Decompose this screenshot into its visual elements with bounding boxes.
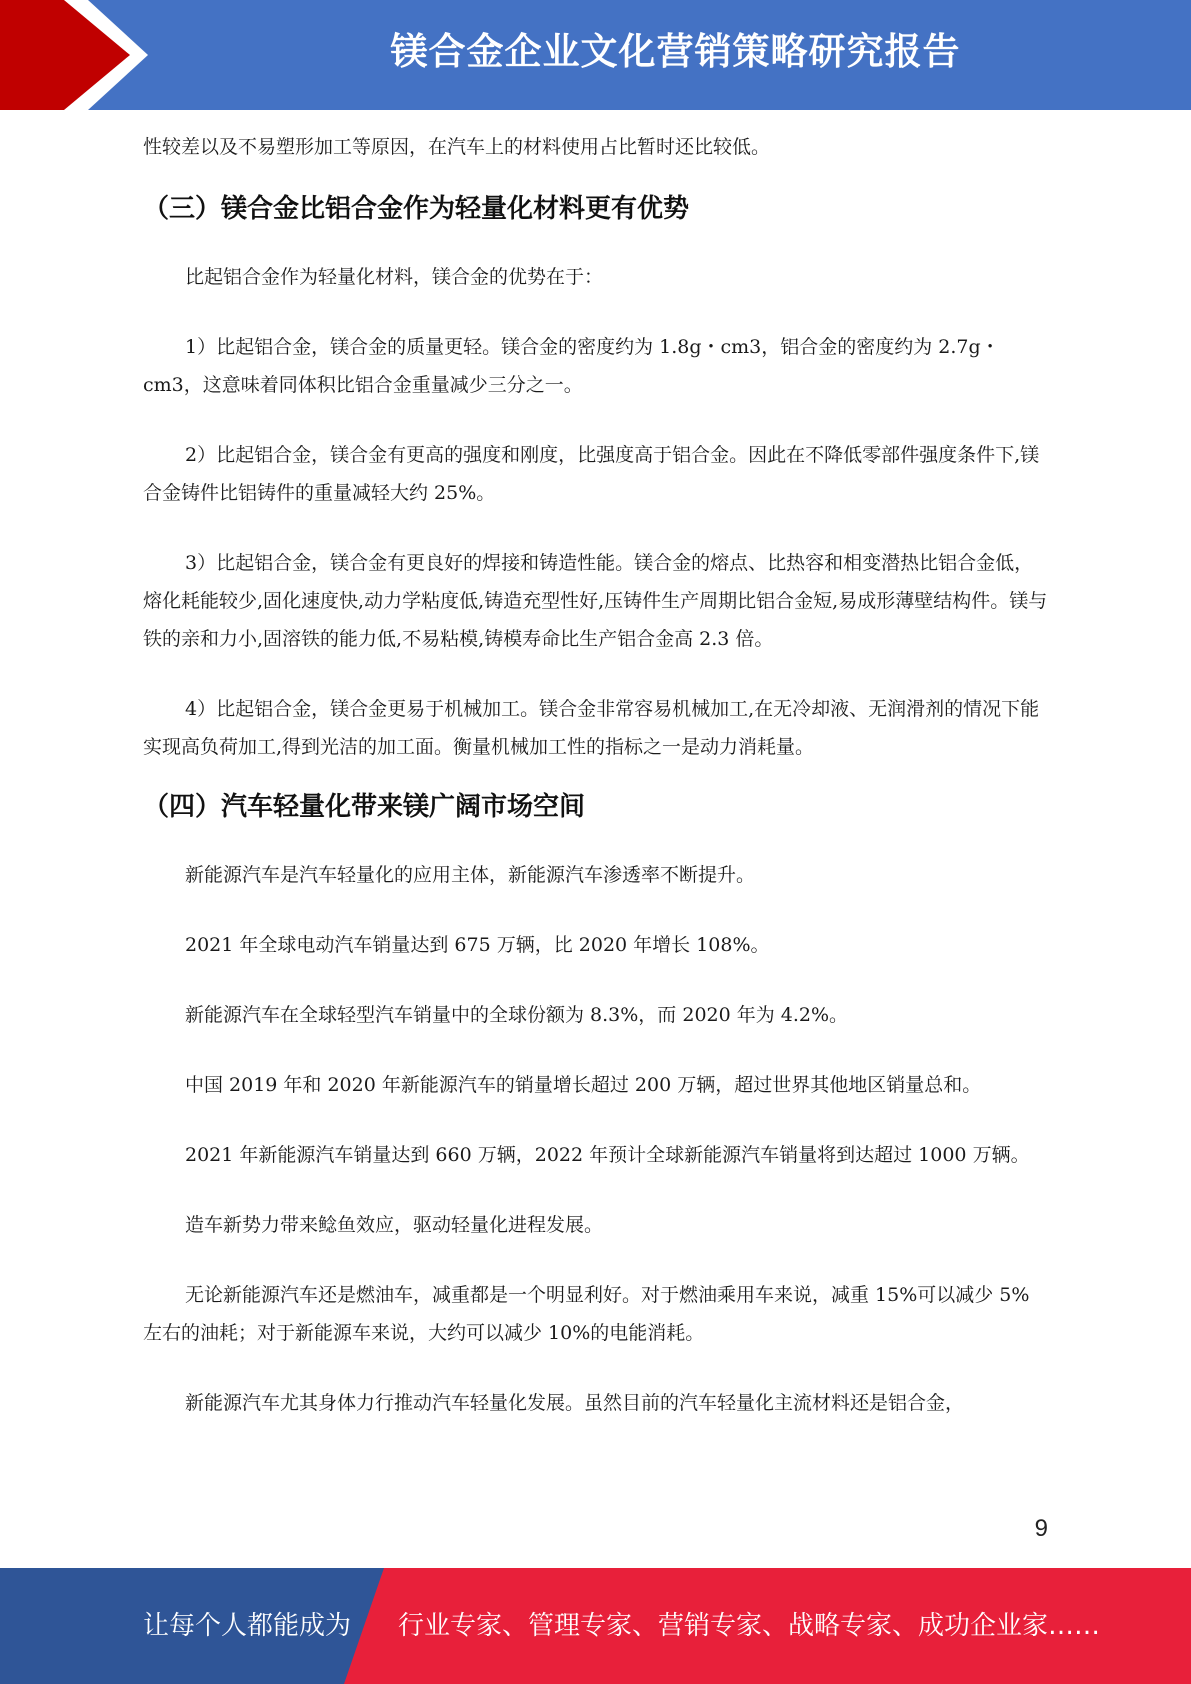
section-heading-3: （三）镁合金比铝合金作为轻量化材料更有优势 (143, 194, 690, 224)
paragraph-s4-5: 2021 年新能源汽车销量达到 660 万辆，2022 年预计全球新能源汽车销量将到达超过 1000 万辆。 (185, 1144, 1030, 1166)
paragraph-s4-6: 造车新势力带来鲶鱼效应，驱动轻量化进程发展。 (185, 1214, 604, 1236)
paragraph-point-1: 1）比起铝合金，镁合金的质量更轻。镁合金的密度约为 1.8g・cm3，铝合金的密度约为 2.7g・cm3，这意味着同体积比铝合金重量减少三分之一。 (143, 336, 1000, 396)
paragraph-s4-8: 新能源汽车尤其身体力行推动汽车轻量化发展。虽然目前的汽车轻量化主流材料还是铝合金， (185, 1392, 965, 1414)
paragraph-s4-7: 无论新能源汽车还是燃油车，减重都是一个明显利好。对于燃油乘用车来说，减重 15%可以减少 5%左右的油耗；对于新能源车来说，大约可以减少 10%的电能消耗。 (143, 1284, 1030, 1344)
paragraph-intro-tail: 性较差以及不易塑形加工等原因，在汽车上的材料使用占比暂时还比较低。 (143, 136, 771, 158)
paragraph-point-3: 3）比起铝合金，镁合金有更良好的焊接和铸造性能。镁合金的熔点、比热容和相变潜热比铝合金低，熔化耗能较少,固化速度快,动力学粘度低,铸造充型性好,压铸件生产周期比铝合金短,易成形薄壁结构件。镁与铁的亲和力小,固溶铁的能力低,不易粘模,铸模寿命比生产铝合金高 2.3 倍。 (143, 552, 1048, 650)
page-number: 9 (1034, 1515, 1048, 1542)
paragraph-point-4: 4）比起铝合金，镁合金更易于机械加工。镁合金非常容易机械加工,在无冷却液、无润滑剂的情况下能实现高负荷加工,得到光洁的加工面。衡量机械加工性的指标之一是动力消耗量。 (143, 698, 1040, 758)
paragraph-s4-2: 2021 年全球电动汽车销量达到 675 万辆，比 2020 年增长 108%。 (185, 934, 770, 956)
paragraph-section3-lead: 比起铝合金作为轻量化材料，镁合金的优势在于： (185, 266, 604, 288)
paragraph-s4-3: 新能源汽车在全球轻型汽车销量中的全球份额为 8.3%，而 2020 年为 4.2%。 (185, 1004, 849, 1026)
page-header (0, 0, 1191, 110)
paragraph-point-2: 2）比起铝合金，镁合金有更高的强度和刚度，比强度高于铝合金。因此在不降低零部件强度条件下,镁合金铸件比铝铸件的重量减轻大约 25%。 (143, 444, 1040, 504)
footer-slogan-left: 让每个人都能成为 (143, 1611, 352, 1641)
header-chevron-decoration (0, 0, 160, 110)
paragraph-s4-1: 新能源汽车是汽车轻量化的应用主体，新能源汽车渗透率不断提升。 (185, 864, 756, 886)
report-title: 镁合金企业文化营销策略研究报告 (390, 30, 961, 73)
section-heading-4: （四）汽车轻量化带来镁广阔市场空间 (143, 792, 586, 822)
document-body (143, 128, 1048, 1422)
paragraph-s4-4: 中国 2019 年和 2020 年新能源汽车的销量增长超过 200 万辆，超过世界其他地区销量总和。 (185, 1074, 982, 1096)
page-footer (0, 1568, 1191, 1684)
footer-slogan-right: 行业专家、管理专家、营销专家、战略专家、成功企业家…… (398, 1611, 1101, 1641)
